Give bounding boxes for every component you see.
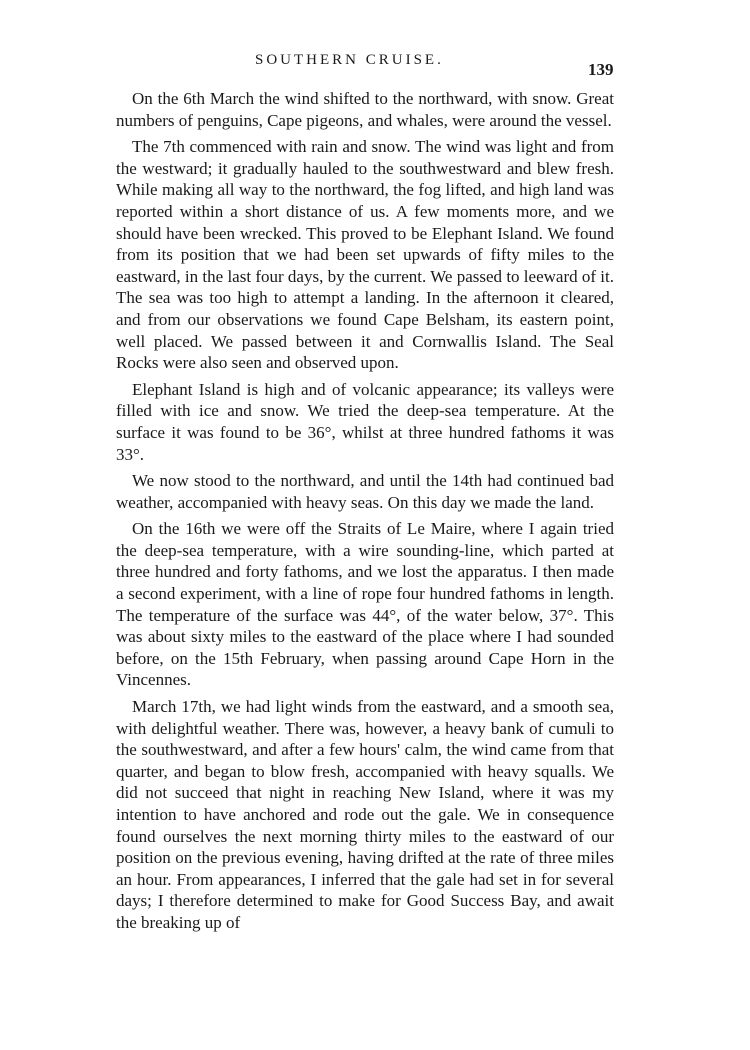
paragraph-6th-march: On the 6th March the wind shifted to the northward, with snow. Great numbers of penguins, Cape pigeons, and whales, were around the vessel. [116,89,614,130]
running-head: SOUTHERN CRUISE. [255,52,444,68]
paragraph-7th-march: The 7th commenced with rain and snow. The wind was light and from the westward; it gradually hauled to the southwestward and blew fresh. While making all way to the northward, the fog lifted, and high land was reported within a short distance of us. A few moments more, and we should have been wrecked. This proved to be Elephant Island. We found from its position that we had been set upwards of fifty miles to the eastward, in the last four days, by the current. We passed to leeward of it. The sea was too high to attempt a landing. In the afternoon it cleared, and from our observations we found Cape Belsham, its eastern point, well placed. We passed between it and Cornwallis Island. The Seal Rocks were also seen and observed upon. [116,137,614,373]
paragraph-march-17th: March 17th, we had light winds from the eastward, and a smooth sea, with delightful weather. There was, however, a heavy bank of cumuli to the southwestward, and after a few hours' calm, the wind came from that quarter, and began to blow fresh, accompanied with heavy squalls. We did not succeed that night in reaching New Island, where it was my intention to have anchored and rode out the gale. We in consequence found ourselves the next morning thirty miles to the eastward of our position on the previous evening, having drifted at the rate of three miles an hour. From appearances, I inferred that the gale had set in for several days; I therefore determined to make for Good Success Bay, and await the breaking up of [116,697,614,932]
page-number: 139 [588,60,614,79]
paragraph-elephant-island: Elephant Island is high and of volcanic appearance; its valleys were filled with ice and snow. We tried the deep-sea temperature. At the surface it was found to be 36°, whilst at three hundred fathoms it was 33°. [116,379,614,464]
body-text [116,88,614,939]
paragraph-northward: We now stood to the northward, and until the 14th had continued bad weather, accompanied with heavy seas. On this day we made the land. [116,471,614,512]
paragraph-16th: On the 16th we were off the Straits of Le Maire, where I again tried the deep-sea temperature, with a wire sounding-line, which parted at three hundred and forty fathoms, and we lost the apparatus. I then made a second experiment, with a line of rope four hundred fathoms in length. The temperature of the surface was 44°, of the water below, 37°. This was about sixty miles to the eastward of the place where I had sounded before, on the 15th February, when passing around Cape Horn in the Vincennes. [116,519,614,690]
